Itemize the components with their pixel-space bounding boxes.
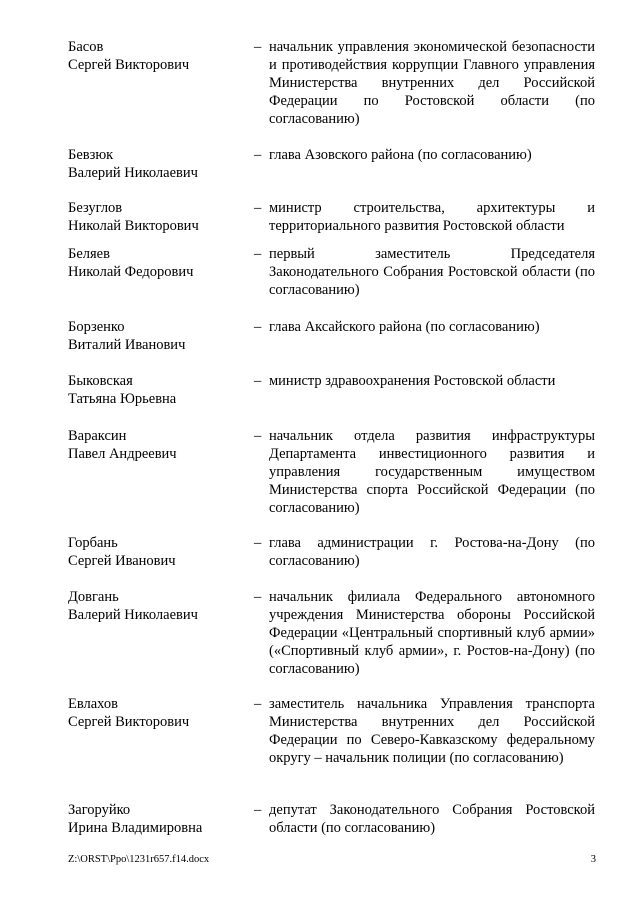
member-name xyxy=(68,38,248,74)
separator-dash: – xyxy=(254,535,262,551)
member-name xyxy=(68,318,248,354)
member-position: начальник филиала Федерального автономного учреждения Министерства обороны Российской Федерации «Центральный спортивный клуб армии» («Спортивный клуб армии», г. Ростов-на-Дону) (по согласованию) xyxy=(269,589,595,677)
member-given-names: Ирина Владимировна xyxy=(68,820,203,836)
separator-dash: – xyxy=(254,696,262,712)
member-name xyxy=(68,372,248,408)
member-given-names: Сергей Иванович xyxy=(68,553,176,569)
member-given-names: Валерий Николаевич xyxy=(68,165,198,181)
member-position: глава администрации г. Ростова-на-Дону (по согласованию) xyxy=(269,535,595,569)
member-position: депутат Законодательного Собрания Ростовской области (по согласованию) xyxy=(269,802,595,836)
page-number: 3 xyxy=(590,854,596,865)
member-surname: Борзенко xyxy=(68,319,125,335)
member-position: начальник отдела развития инфраструктуры Департамента инвестиционного развития и управления государственным имуществом Министерства спорта Российской Федерации (по согласованию) xyxy=(269,428,595,516)
member-given-names: Татьяна Юрьевна xyxy=(68,391,177,407)
member-name xyxy=(68,588,248,624)
member-name xyxy=(68,245,248,281)
separator-dash: – xyxy=(254,373,262,389)
member-surname: Безуглов xyxy=(68,200,123,216)
separator-dash: – xyxy=(254,246,262,262)
member-surname: Евлахов xyxy=(68,696,118,712)
member-position: заместитель начальника Управления транспорта Министерства внутренних дел Российской Федерации по Северо-Кавказскому федеральному округу – начальник полиции (по согласованию) xyxy=(269,696,595,766)
member-position: министр здравоохранения Ростовской области xyxy=(269,373,556,389)
separator-dash: – xyxy=(254,319,262,335)
member-surname: Вараксин xyxy=(68,428,127,444)
member-surname: Басов xyxy=(68,39,104,55)
member-position: начальник управления экономической безопасности и противодействия коррупции Главного управления Министерства внутренних дел Российской Федерации по Ростовской области (по согласованию) xyxy=(269,39,595,127)
member-name xyxy=(68,801,248,837)
member-name xyxy=(68,534,248,570)
member-position: министр строительства, архитектуры и территориального развития Ростовской области xyxy=(269,200,595,234)
footer-file-path: Z:\ORST\Ppo\1231r657.f14.docx xyxy=(68,854,210,865)
member-position: первый заместитель Председателя Законодательного Собрания Ростовской области (по согласованию) xyxy=(269,246,595,298)
separator-dash: – xyxy=(254,39,262,55)
member-given-names: Николай Викторович xyxy=(68,218,199,234)
member-given-names: Валерий Николаевич xyxy=(68,607,198,623)
separator-dash: – xyxy=(254,147,262,163)
member-surname: Довгань xyxy=(68,589,119,605)
member-surname: Беляев xyxy=(68,246,110,262)
member-given-names: Николай Федорович xyxy=(68,264,194,280)
member-given-names: Сергей Викторович xyxy=(68,57,190,73)
member-name xyxy=(68,199,248,235)
member-given-names: Сергей Викторович xyxy=(68,714,190,730)
member-position: глава Аксайского района (по согласованию) xyxy=(269,319,540,335)
separator-dash: – xyxy=(254,428,262,444)
member-surname: Горбань xyxy=(68,535,118,551)
member-surname: Быковская xyxy=(68,373,133,389)
member-given-names: Павел Андреевич xyxy=(68,446,177,462)
member-position: глава Азовского района (по согласованию) xyxy=(269,147,532,163)
separator-dash: – xyxy=(254,589,262,605)
member-surname: Бевзюк xyxy=(68,147,114,163)
member-name xyxy=(68,146,248,182)
separator-dash: – xyxy=(254,802,262,818)
member-name xyxy=(68,695,248,731)
member-given-names: Виталий Иванович xyxy=(68,337,186,353)
member-name xyxy=(68,427,248,463)
separator-dash: – xyxy=(254,200,262,216)
member-surname: Загоруйко xyxy=(68,802,131,818)
